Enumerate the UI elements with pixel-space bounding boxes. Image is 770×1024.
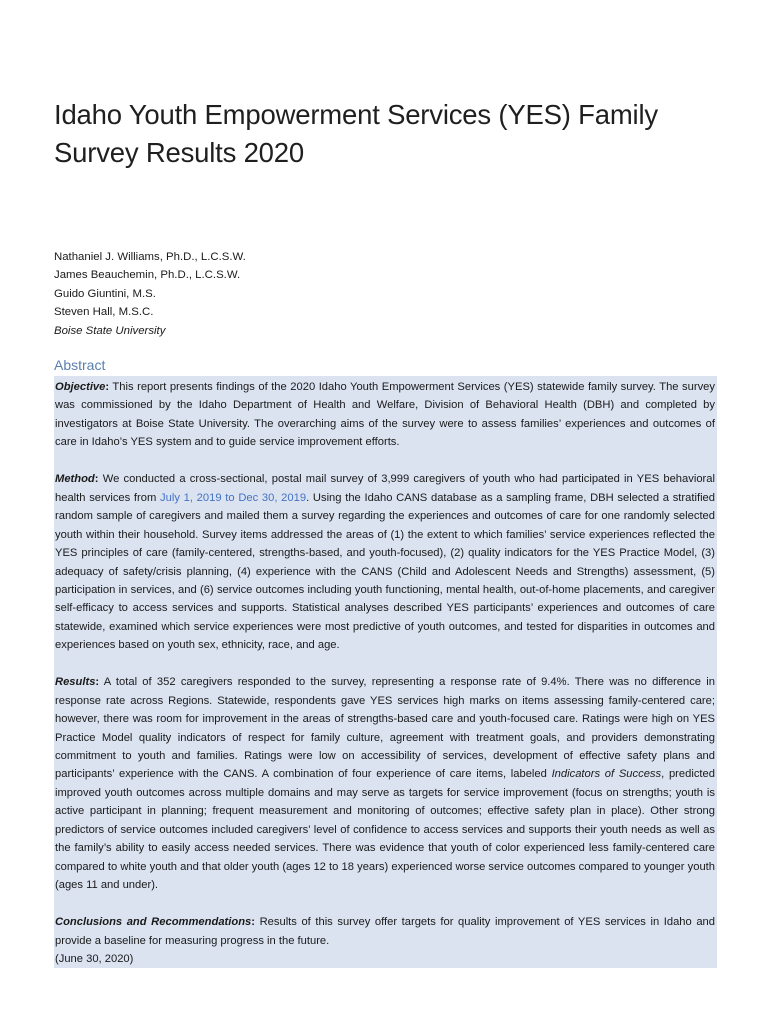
results-text: A total of 352 caregivers responded to the survey, representing a response rate of 9.4%. There was no difference in response rate across Regions. Statewide, respondents gave YES services high marks on items assessing family-centered care; however, there was room for improvement in the areas of strengths-based care and youth-focused care. Ratings were high on YES Practice Model quality indicators of respect for family culture, agreement with treatment goals, and providers demonstrating commitment to youth and families. Ratings were low on accessibility of services, development of effective safety plans and participants’ experience with the CANS. A combination of four experience of care items, labeled (55, 676, 715, 781)
author-name: Steven Hall, M.S.C. (54, 306, 154, 319)
author-name: Guido Giuntini, M.S. (54, 287, 156, 300)
abstract-objective (55, 378, 715, 452)
document-title: Idaho Youth Empowerment Services (YES) Family Survey Results 2020 (54, 99, 658, 168)
method-text-continued: . Using the Idaho CANS database as a sampling frame, DBH selected a stratified random sample of caregivers and mailed them a survey regarding the experiences and outcomes of care for one randomly selected youth within their household. Survey items addressed the areas of (1) the extent to which families’ service experiences reflected the YES principles of care (family-centered, strengths-based, and youth-focused), (2) quality indicators for the YES Practice Model, (3) adequacy of safety/crisis planning, (4) experience with the CANS (Child and Adolescent Needs and Strengths) assessment, (5) participation in services, and (6) service outcomes including youth functioning, mental health, out-of-home placements, and caregiver self-efficacy to access services and supports. Statistical analyses described YES participants’ experiences and outcomes of care statewide, examined which service experiences were most predictive of youth outcomes, and tested for disparities in outcomes and experiences based on youth sex, ethnicity, race, and age. (55, 491, 715, 652)
method-label: Method (55, 473, 95, 486)
conclusions-text: Results of this survey offer targets for quality improvement of YES services in Idaho and provide a baseline for measuring progress in the future. (55, 916, 715, 947)
objective-text: This report presents findings of the 2020 Idaho Youth Empowerment Services (YES) statewide family survey. The survey was commissioned by the Idaho Department of Health and Welfare, Division of Behavioral Health (DBH) and completed by investigators at Boise State University. The overarching aims of the survey were to assess families’ experiences and outcomes of care in Idaho’s YES system and to guide service improvement efforts. (55, 381, 715, 449)
method-dates: July 1, 2019 to Dec 30, 2019 (160, 491, 307, 504)
label-colon: : (251, 916, 255, 929)
label-colon: : (105, 381, 110, 393)
label-colon: : (94, 473, 99, 486)
abstract-heading: Abstract (54, 357, 106, 373)
author-affiliation: Boise State University (54, 324, 166, 337)
results-italic-term: Indicators of Success (551, 768, 662, 781)
conclusions-label: Conclusions and Recommendations (55, 916, 252, 929)
objective-label: Objective (55, 381, 106, 393)
abstract-date: (June 30, 2020) (55, 953, 134, 965)
author-name: James Beauchemin, Ph.D., L.C.S.W. (54, 269, 241, 282)
method-text: We conducted a cross-sectional, postal mail survey of 3,999 caregivers of youth who had participated in YES behavioral health services from (55, 473, 715, 504)
author-name: Nathaniel J. Williams, Ph.D., L.C.S.W. (54, 251, 246, 263)
abstract-conclusions (55, 913, 715, 968)
author-list (54, 248, 454, 340)
abstract-results (55, 673, 715, 894)
results-text-continued: , predicted improved youth outcomes across multiple domains and may serve as targets for service improvement (focus on strengths; youth is active participant in planning; frequent measurement and monitoring of outcomes; effective safety plan in place). Other strong predictors of service outcomes included caregivers’ level of confidence to access services and supports their youth needs as well as the family’s ability to easily access needed services. There was evidence that youth of color experienced less family-centered care compared to white youth and that older youth (ages 12 to 18 years) experienced worse service outcomes compared to younger youth (ages 11 and under). (55, 768, 715, 892)
results-label: Results (55, 676, 96, 689)
label-colon: : (95, 676, 100, 689)
abstract-box (54, 376, 717, 968)
abstract-method (55, 470, 715, 655)
